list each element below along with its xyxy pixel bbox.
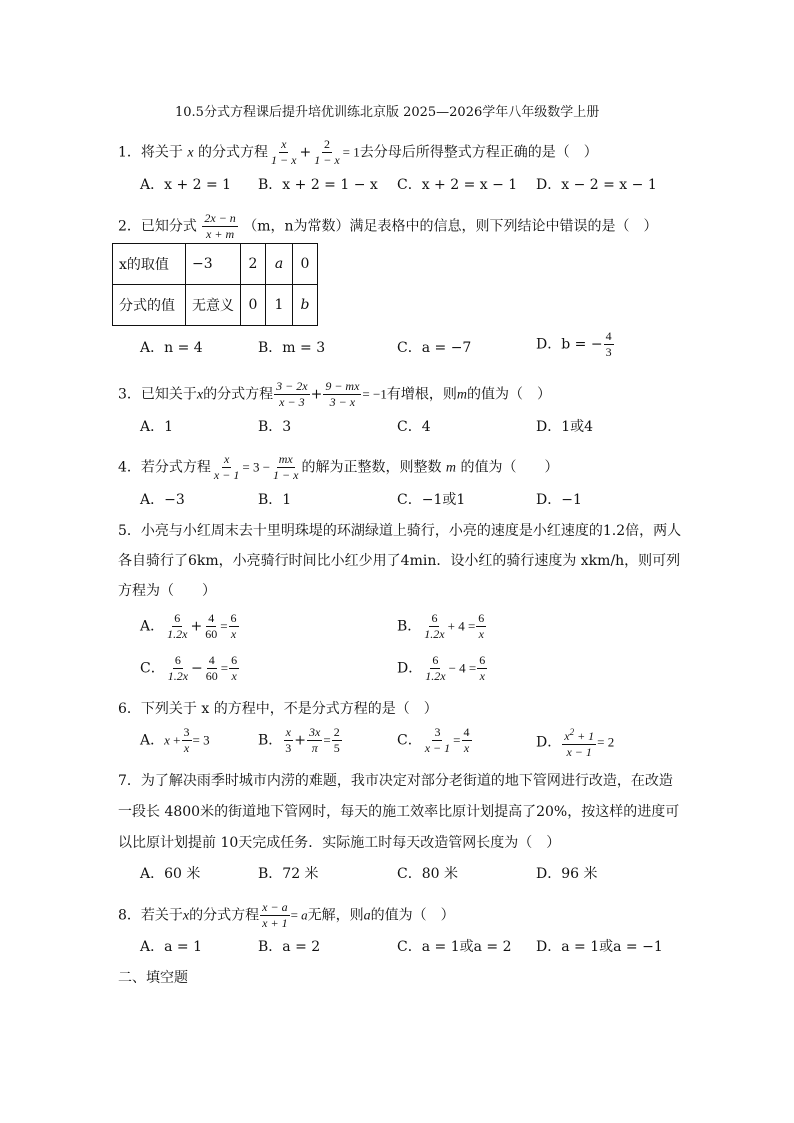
q2-option-c[interactable]: C．a = −7 <box>397 340 472 356</box>
q3-option-d[interactable]: D．1或4 <box>536 419 594 435</box>
q4-option-b[interactable]: B．1 <box>258 492 292 508</box>
q2-table <box>112 243 318 326</box>
q3-option-a[interactable]: A．1 <box>140 419 174 435</box>
q7-option-c[interactable]: C．80 米 <box>397 866 458 882</box>
q8-stem: 8．若关于x的分式方程 $\frac{x - a}{x + 1}$ = a无解，则a的值为（ ） <box>118 900 455 930</box>
q7-line2: 一段长 4800米的街道地下管网时，每天的施工效率比原计划提高了20%，按这样的进度可 <box>118 804 680 820</box>
q7-option-a[interactable]: A．60 米 <box>140 866 201 882</box>
q4-option-a[interactable]: A．−3 <box>140 492 185 508</box>
q7-option-d[interactable]: D．96 米 <box>536 866 598 882</box>
q2-stem: 2．已知分式 $\frac{2x - n}{x + m}$ （m，n为常数）满足表格中的信息，则下列结论中错误的是（ ） <box>118 211 658 241</box>
table-cell: b <box>293 285 318 326</box>
table-cell: 0 <box>241 285 266 326</box>
q6-option-c[interactable]: C． $\frac{3}{x - 1}$ = $\frac{4}{x}$ <box>397 725 470 755</box>
q4-option-d[interactable]: D．−1 <box>536 492 582 508</box>
table-cell: a <box>266 244 293 285</box>
q8-option-c[interactable]: C．a = 1或a = 2 <box>397 939 512 955</box>
q4-option-c[interactable]: C．−1或1 <box>397 492 466 508</box>
q7-line1: 7．为了解决雨季时城市内涝的难题，我市决定对部分老街道的地下管网进行改造，在改造 <box>118 773 673 789</box>
q1-option-c[interactable]: C．x + 2 = x − 1 <box>397 177 518 193</box>
table-cell: 分式的值 <box>113 285 186 326</box>
q1-stem: 1．将关于 x 的分式方程 $\frac{x}{1 - x}$ + $\frac{2}{1 - x}$ = 1去分母后所得整式方程正确的是（ ） <box>118 137 598 167</box>
q6-option-b[interactable]: B． $\frac{x}{3}$ + $\frac{3x}{\pi}$ = $\frac{2}{5}$ <box>258 725 340 755</box>
q6-stem: 6．下列关于 x 的方程中，不是分式方程的是（ ） <box>118 701 438 717</box>
page-title: 10.5分式方程课后提升培优训练北京版 2025—2026学年八年级数学上册 <box>175 105 600 120</box>
q3-option-b[interactable]: B．3 <box>258 419 292 435</box>
q5-option-b[interactable]: B． $\frac{6}{1.2x}$ + 4 = $\frac{6}{x}$ <box>397 611 485 641</box>
q8-option-a[interactable]: A．a = 1 <box>140 939 202 955</box>
q6-option-a[interactable]: A．x + $\frac{3}{x}$ = 3 <box>140 725 210 755</box>
q7-line3: 以比原计划提前 10天完成任务．实际施工时每天改造管网长度为（ ） <box>118 835 561 851</box>
table-cell: 1 <box>266 285 293 326</box>
table-cell: −3 <box>186 244 241 285</box>
q2-option-b[interactable]: B．m = 3 <box>258 340 326 356</box>
q3-stem: 3．已知关于x的分式方程 $\frac{3 - 2x}{x - 3}$ + $\frac{9 - mx}{3 - x}$ = −1有增根，则m的值为（ ） <box>118 379 551 409</box>
q7-option-b[interactable]: B．72 米 <box>258 866 319 882</box>
q8-option-b[interactable]: B．a = 2 <box>258 939 321 955</box>
section-heading: 二、填空题 <box>118 970 188 986</box>
q5-option-c[interactable]: C． $\frac{6}{1.2x}$ − $\frac{4}{60}$ = $\frac{6}{x}$ <box>140 653 238 683</box>
table-cell: 无意义 <box>186 285 241 326</box>
q1-option-d[interactable]: D．x − 2 = x − 1 <box>536 177 657 193</box>
q6-option-d[interactable]: D． $\frac{x^2 + 1}{x - 1}$ = 2 <box>536 727 615 759</box>
q5-line3: 方程为（ ） <box>118 583 216 599</box>
q2-option-a[interactable]: A．n = 4 <box>140 340 203 356</box>
q2-option-d[interactable]: D．b = − $\frac{4}{3}$ <box>536 329 612 359</box>
table-cell: 0 <box>293 244 318 285</box>
q5-line1: 5．小亮与小红周末去十里明珠堤的环湖绿道上骑行，小亮的速度是小红速度的1.2倍，两人 <box>118 523 682 539</box>
q5-option-a[interactable]: A． $\frac{6}{1.2x}$ + $\frac{4}{60}$ = $\frac{6}{x}$ <box>140 611 237 641</box>
table-cell: x的取值 <box>113 244 186 285</box>
q5-option-d[interactable]: D． $\frac{6}{1.2x}$ − 4 = $\frac{6}{x}$ <box>397 653 486 683</box>
q3-option-c[interactable]: C．4 <box>397 419 431 435</box>
q1-option-b[interactable]: B．x + 2 = 1 − x <box>258 177 378 193</box>
table-cell: 2 <box>241 244 266 285</box>
q5-line2: 各自骑行了6km，小亮骑行时间比小红少用了4min．设小红的骑行速度为 xkm/h，则可列 <box>118 553 681 569</box>
q1-option-a[interactable]: A．x + 2 = 1 <box>140 177 232 193</box>
q4-stem: 4．若分式方程 $\frac{x}{x - 1}$ = 3 − $\frac{mx}{1 - x}$ 的解为正整数，则整数 m 的值为（ ） <box>118 452 559 482</box>
q8-option-d[interactable]: D．a = 1或a = −1 <box>536 939 663 955</box>
